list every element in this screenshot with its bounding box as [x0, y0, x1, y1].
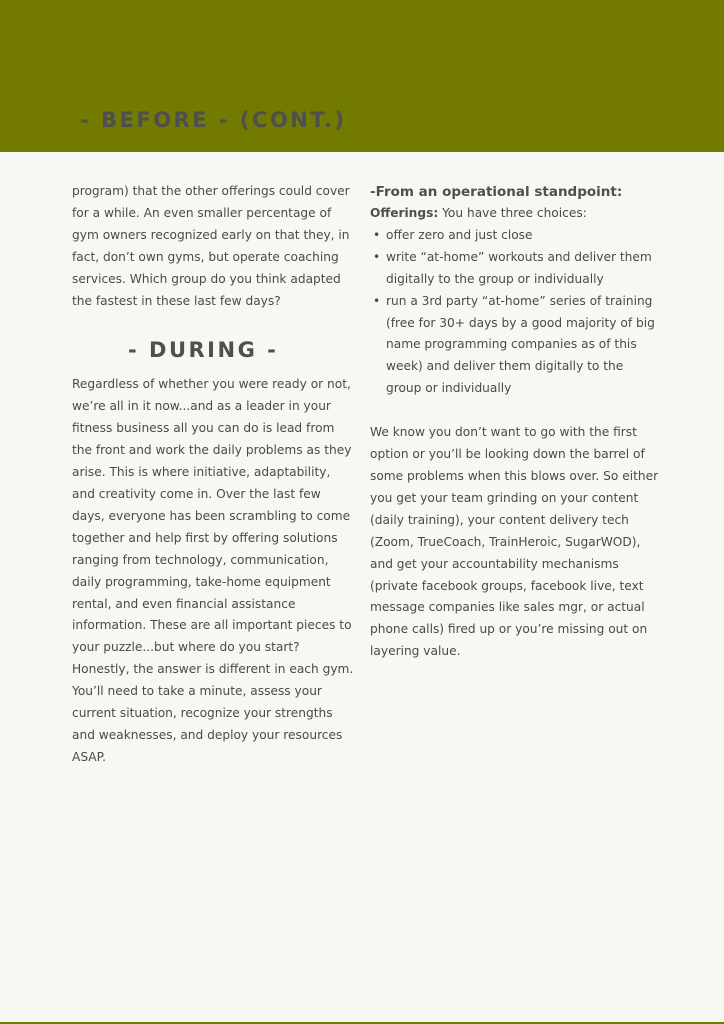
choices-list: [370, 225, 660, 400]
left-column: [72, 181, 356, 769]
during-heading: - DURING -: [128, 338, 279, 363]
offerings-line: [370, 203, 660, 225]
header-banner: [0, 0, 724, 152]
list-item: • write “at-home” workouts and deliver them digitally to the group or individually: [386, 247, 660, 291]
right-column: [370, 181, 660, 663]
operational-heading: -From an operational standpoint:: [370, 184, 623, 200]
closing-paragraph: We know you don’t want to go with the first option or you’ll be looking down the barrel of some problems when this blows over. So either you get your team grinding on your content (daily training), your content delivery tech (Zoom, TrueCoach, TrainHeroic, SugarWOD), and get your accountability mechanisms (private facebook groups, facebook live, text message companies like sales mgr, or actual phone calls) fired up or you’re missing out on layering value.: [370, 425, 659, 659]
list-item: • run a 3rd party “at-home” series of training (free for 30+ days by a good majority of big name programming companies as of this week) and deliver them digitally to the group or individually: [386, 291, 660, 401]
during-paragraph: Regardless of whether you were ready or not, we’re all in it now...and as a leader in your fitness business all you can do is lead from the front and work the daily problems as they arise. This is where initiative, adaptability, and creativity come in. Over the last few days, everyone has been scrambling to come together and help first by offering solutions ranging from technology, communication, daily programming, take-home equipment rental, and even financial assistance information. These are all important pieces to your puzzle...but where do you start? Honestly, the answer is different in each gym. You’ll need to take a minute, assess your current situation, recognize your strengths and weaknesses, and deploy your resources ASAP.: [72, 377, 354, 764]
page-title: - BEFORE - (CONT.): [80, 108, 347, 132]
intro-paragraph: program) that the other offerings could cover for a while. An even smaller percentage of gym owners recognized early on that they, in fact, don’t own gyms, but operate coaching services. Which group do you think adapted the fastest in these last few days?: [72, 184, 350, 308]
list-item: • offer zero and just close: [386, 225, 660, 247]
offerings-text: You have three choices:: [438, 206, 587, 220]
offerings-label: Offerings:: [370, 206, 439, 220]
